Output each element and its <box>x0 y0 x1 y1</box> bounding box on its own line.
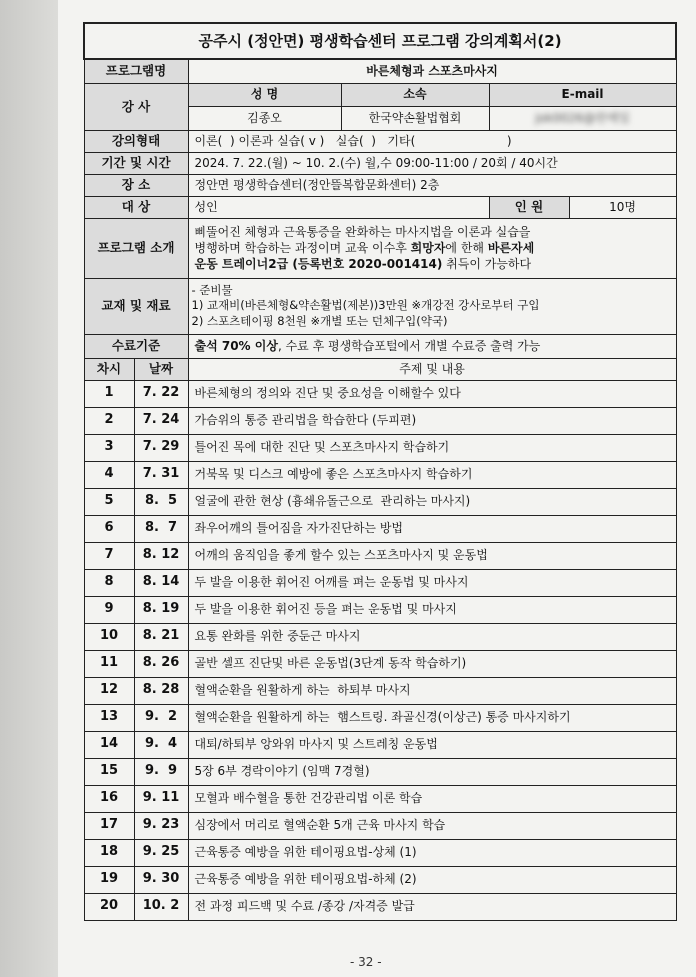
session-number: 12 <box>84 677 134 704</box>
period-label: 기간 및 시간 <box>84 152 188 174</box>
page-number: - 32 - <box>350 955 382 969</box>
completion-text <box>188 334 676 358</box>
session-number: 3 <box>84 434 134 461</box>
intro-line-3-bold: 운동 트레이너2급 (등록번호 2020-001414) <box>194 257 443 272</box>
place-label: 장 소 <box>84 174 188 196</box>
session-topic: 모혈과 배수혈을 통한 건강관리법 이론 학습 <box>188 785 676 812</box>
lecture-plan-table <box>83 22 677 921</box>
session-topic: 심장에서 머리로 혈액순환 5개 근육 마사지 학습 <box>188 812 676 839</box>
table-row <box>84 596 676 623</box>
instructor-email-header: E-mail <box>489 83 676 106</box>
session-number: 20 <box>84 893 134 920</box>
table-row <box>84 569 676 596</box>
session-number: 14 <box>84 731 134 758</box>
materials-line-2: 1) 교재비(바른체형&약손활법(제본))3만원 ※개강전 강사로부터 구입 <box>191 298 540 313</box>
session-date: 8. 28 <box>134 677 188 704</box>
session-date: 10. 2 <box>134 893 188 920</box>
session-date: 8. 5 <box>134 488 188 515</box>
session-topic: 좌우어깨의 틀어짐을 자가진단하는 방법 <box>188 515 676 542</box>
headcount-label: 인 원 <box>489 196 569 218</box>
instructor-affiliation: 한국약손활법협회 <box>341 106 489 130</box>
table-row <box>84 407 676 434</box>
session-date: 9. 2 <box>134 704 188 731</box>
session-topic: 가슴위의 통증 관리법을 학습한다 (두피편) <box>188 407 676 434</box>
session-number: 9 <box>84 596 134 623</box>
session-date: 9. 23 <box>134 812 188 839</box>
session-number: 5 <box>84 488 134 515</box>
session-date: 9. 4 <box>134 731 188 758</box>
table-row <box>84 677 676 704</box>
table-row <box>84 839 676 866</box>
intro-line-1: 삐뚤어진 체형과 근육통증을 완화하는 마사지법을 이론과 실습을 <box>194 224 531 239</box>
session-number: 18 <box>84 839 134 866</box>
session-topic: 근육통증 예방을 위한 테이핑요법-상체 (1) <box>188 839 676 866</box>
intro-line-2-bold-b: 바른자세 <box>487 240 535 255</box>
completion-bold: 출석 70% 이상 <box>194 338 278 353</box>
page-shadow <box>0 0 58 977</box>
target-value: 성인 <box>188 196 489 218</box>
session-date: 7. 22 <box>134 380 188 407</box>
schedule-topic-header: 주제 및 내용 <box>188 358 676 380</box>
session-date: 9. 30 <box>134 866 188 893</box>
session-topic: 전 과정 피드백 및 수료 /종강 /자격증 발급 <box>188 893 676 920</box>
period-value: 2024. 7. 22.(월) ~ 10. 2.(수) 월,수 09:00-11:00 / 20회 / 40시간 <box>188 152 676 174</box>
session-date: 8. 14 <box>134 569 188 596</box>
session-number: 7 <box>84 542 134 569</box>
table-row <box>84 758 676 785</box>
instructor-affiliation-header: 소속 <box>341 83 489 106</box>
table-row <box>84 515 676 542</box>
session-number: 2 <box>84 407 134 434</box>
instructor-name-header: 성 명 <box>188 83 341 106</box>
table-row <box>84 461 676 488</box>
intro-line-2-bold: 희망자 <box>410 240 446 255</box>
session-topic: 요통 완화를 위한 중둔근 마사지 <box>188 623 676 650</box>
program-name: 바른체형과 스포츠마사지 <box>188 59 676 83</box>
table-row <box>84 623 676 650</box>
instructor-label: 강 사 <box>84 83 188 130</box>
instructor-email <box>489 106 676 130</box>
session-number: 16 <box>84 785 134 812</box>
headcount-value: 10명 <box>569 196 676 218</box>
session-number: 1 <box>84 380 134 407</box>
session-number: 8 <box>84 569 134 596</box>
session-number: 4 <box>84 461 134 488</box>
session-topic: 5장 6부 경락이야기 (임맥 7경혈) <box>188 758 676 785</box>
session-date: 8. 19 <box>134 596 188 623</box>
session-date: 8. 7 <box>134 515 188 542</box>
materials-line-3: 2) 스포츠테이핑 8천원 ※개별 또는 던체구입(약국) <box>191 313 448 328</box>
intro-label: 프로그램 소개 <box>84 218 188 278</box>
document-title: 공주시 (정안면) 평생학습센터 프로그램 강의계획서(2) <box>84 23 676 59</box>
session-date: 9. 11 <box>134 785 188 812</box>
session-topic: 어깨의 움직임을 좋게 할수 있는 스포츠마사지 및 운동법 <box>188 542 676 569</box>
table-row <box>84 434 676 461</box>
intro-line-2-text-b: 에 한해 <box>445 240 488 255</box>
session-topic: 두 발을 이용한 휘어진 등을 펴는 운동법 및 마사지 <box>188 596 676 623</box>
session-date: 8. 26 <box>134 650 188 677</box>
session-date: 7. 24 <box>134 407 188 434</box>
session-topic: 거북목 및 디스크 예방에 좋은 스포츠마사지 학습하기 <box>188 461 676 488</box>
session-date: 7. 31 <box>134 461 188 488</box>
table-row <box>84 488 676 515</box>
intro-line-2-text: 병행하며 학습하는 과정이며 교육 이수후 <box>194 240 411 255</box>
session-number: 15 <box>84 758 134 785</box>
format-value: 이론( ) 이론과 실습( v ) 실습( ) 기타( ) <box>188 130 676 152</box>
session-date: 8. 12 <box>134 542 188 569</box>
session-number: 19 <box>84 866 134 893</box>
session-number: 10 <box>84 623 134 650</box>
completion-rest: , 수료 후 평생학습포털에서 개별 수료증 출력 가능 <box>277 338 541 353</box>
table-row <box>84 812 676 839</box>
materials-text <box>188 278 676 334</box>
session-topic: 두 발을 이용한 휘어진 어깨를 펴는 운동법 및 마사지 <box>188 569 676 596</box>
format-label: 강의형태 <box>84 130 188 152</box>
instructor-email-value: jok0026@한메일 <box>535 110 631 125</box>
table-row <box>84 542 676 569</box>
session-number: 11 <box>84 650 134 677</box>
intro-line-3-text: 취득이 가능하다 <box>442 257 532 272</box>
intro-line-2 <box>195 240 670 256</box>
materials-line-1: - 준비물 <box>191 282 233 297</box>
session-date: 7. 29 <box>134 434 188 461</box>
table-row <box>84 650 676 677</box>
table-row <box>84 380 676 407</box>
session-topic: 혈액순환을 원활하게 하는 하퇴부 마사지 <box>188 677 676 704</box>
session-topic: 얼굴에 관한 현상 (흉쇄유돌근으로 관리하는 마사지) <box>188 488 676 515</box>
session-number: 6 <box>84 515 134 542</box>
materials-label: 교재 및 재료 <box>84 278 188 334</box>
schedule-body <box>84 380 676 920</box>
completion-label: 수료기준 <box>84 334 188 358</box>
instructor-name: 김종오 <box>188 106 341 130</box>
session-topic: 근육통증 예방을 위한 테이핑요법-하체 (2) <box>188 866 676 893</box>
session-topic: 틀어진 목에 대한 진단 및 스포츠마사지 학습하기 <box>188 434 676 461</box>
target-label: 대 상 <box>84 196 188 218</box>
session-date: 9. 9 <box>134 758 188 785</box>
program-label: 프로그램명 <box>84 59 188 83</box>
session-topic: 골반 셀프 진단및 바른 운동법(3단계 동작 학습하기) <box>188 650 676 677</box>
schedule-no-header: 차시 <box>84 358 134 380</box>
session-number: 13 <box>84 704 134 731</box>
schedule-date-header: 날짜 <box>134 358 188 380</box>
session-date: 9. 25 <box>134 839 188 866</box>
intro-line-3 <box>195 256 670 272</box>
session-topic: 바른체형의 정의와 진단 및 중요성을 이해할수 있다 <box>188 380 676 407</box>
session-number: 17 <box>84 812 134 839</box>
session-topic: 혈액순환을 원활하게 하는 햄스트링. 좌골신경(이상근) 통증 마사지하기 <box>188 704 676 731</box>
table-row <box>84 866 676 893</box>
table-row <box>84 704 676 731</box>
intro-text <box>188 218 676 278</box>
table-row <box>84 893 676 920</box>
table-row <box>84 785 676 812</box>
session-topic: 대퇴/하퇴부 앙와위 마사지 및 스트레칭 운동법 <box>188 731 676 758</box>
place-value: 정안면 평생학습센터(정안뜰복합문화센터) 2층 <box>188 174 676 196</box>
table-row <box>84 731 676 758</box>
session-date: 8. 21 <box>134 623 188 650</box>
